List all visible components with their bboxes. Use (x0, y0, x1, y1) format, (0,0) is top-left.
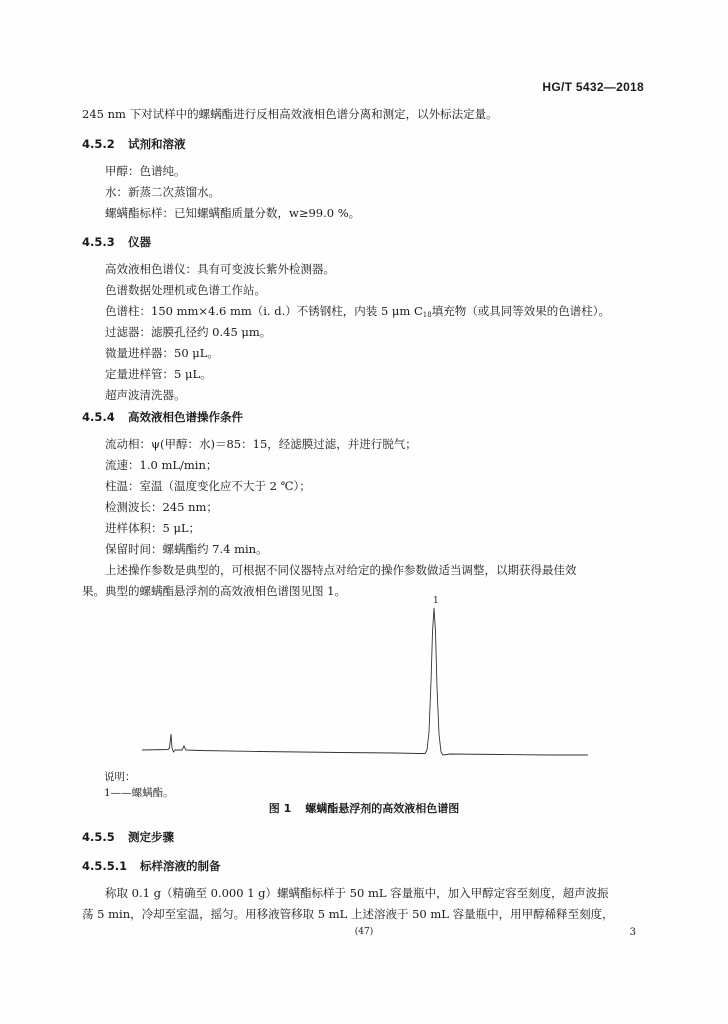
section-title: 标样溶液的制备 (140, 859, 221, 873)
section-number: 4.5.2 (82, 137, 115, 151)
condition-item: 柱温：室温（温度变化应不大于 2 ℃）； (105, 479, 311, 493)
figure-title: 螺螨酯悬浮剂的高效液相色谱图 (305, 802, 460, 815)
condition-item: 流动相：ψ(甲醇：水)＝85：15，经滤膜过滤，并进行脱气； (105, 437, 417, 451)
reagent-item: 甲醇：色谱纯。 (105, 164, 186, 178)
figure-caption (0, 800, 728, 816)
section-number: 4.5.5 (82, 830, 115, 844)
paragraph-line: 果。典型的螺螨酯悬浮剂的高效液相色谱图见图 1。 (82, 584, 346, 598)
section-heading-4-5-3 (82, 234, 151, 250)
reagent-item: 螺螨酯标样：已知螺螨酯质量分数，w≥99.0 %。 (105, 206, 361, 220)
column-text-pre: 色谱柱：150 mm×4.6 mm（i. d.）不锈钢柱，内装 5 μm C (105, 304, 423, 318)
section-heading-4-5-4 (82, 409, 243, 425)
figure-note-item: 1——螺螨酯。 (104, 787, 174, 799)
instrument-item: 定量进样管：5 μL。 (105, 367, 212, 381)
instrument-item: 色谱数据处理机或色谱工作站。 (105, 283, 266, 297)
section-number: 4.5.4 (82, 410, 115, 424)
intro-line: 245 nm 下对试样中的螺螨酯进行反相高效液相色谱分离和测定，以外标法定量。 (82, 107, 498, 121)
footer-page-number: 3 (629, 927, 636, 938)
section-title: 测定步骤 (128, 830, 174, 844)
condition-item: 流速：1.0 mL/min； (105, 458, 218, 472)
section-number: 4.5.5.1 (82, 859, 128, 873)
section-heading-4-5-2 (82, 136, 186, 152)
condition-item: 进样体积：5 μL； (105, 521, 201, 535)
peak-label: 1 (433, 596, 439, 606)
figure-number: 图 1 (268, 802, 292, 815)
chromatogram (140, 592, 590, 767)
footer-center-page: (47) (354, 927, 374, 937)
condition-item: 检测波长：245 nm； (105, 500, 218, 514)
section-heading-4-5-5 (82, 829, 174, 845)
reagent-item: 水：新蒸二次蒸馏水。 (105, 185, 220, 199)
section-title: 仪器 (128, 235, 151, 249)
standard-code: HG/T 5432—2018 (542, 80, 644, 94)
instrument-item: 高效液相色谱仪：具有可变波长紫外检测器。 (105, 262, 335, 276)
chromatogram-trace (142, 608, 588, 755)
instrument-item: 微量进样器：50 μL。 (105, 346, 219, 360)
column-text-post: 填充物（或具同等效果的色谱柱）。 (431, 304, 610, 318)
section-heading-4-5-5-1 (82, 858, 221, 874)
instrument-item: 超声波清洗器。 (105, 388, 186, 402)
instrument-item: 过滤器：滤膜孔径约 0.45 μm。 (105, 325, 272, 339)
procedure-line: 称取 0.1 g（精确至 0.000 1 g）螺螨酯标样于 50 mL 容量瓶中，加入甲醇定容至刻度，超声波振 (105, 886, 609, 900)
instrument-item-column (105, 303, 646, 323)
condition-item: 保留时间：螺螨酯约 7.4 min。 (105, 542, 268, 556)
section-number: 4.5.3 (82, 235, 115, 249)
procedure-line: 荡 5 min，冷却至室温，摇匀。用移液管移取 5 mL 上述溶液于 50 mL 容量瓶中，用甲醇稀释至刻度， (82, 907, 614, 921)
paragraph-line: 上述操作参数是典型的，可根据不同仪器特点对给定的操作参数做适当调整，以期获得最佳效 (105, 563, 577, 577)
section-title: 高效液相色谱操作条件 (128, 410, 243, 424)
figure-note-title: 说明： (104, 771, 136, 783)
column-subscript: 18 (422, 311, 432, 319)
section-title: 试剂和溶液 (128, 137, 186, 151)
